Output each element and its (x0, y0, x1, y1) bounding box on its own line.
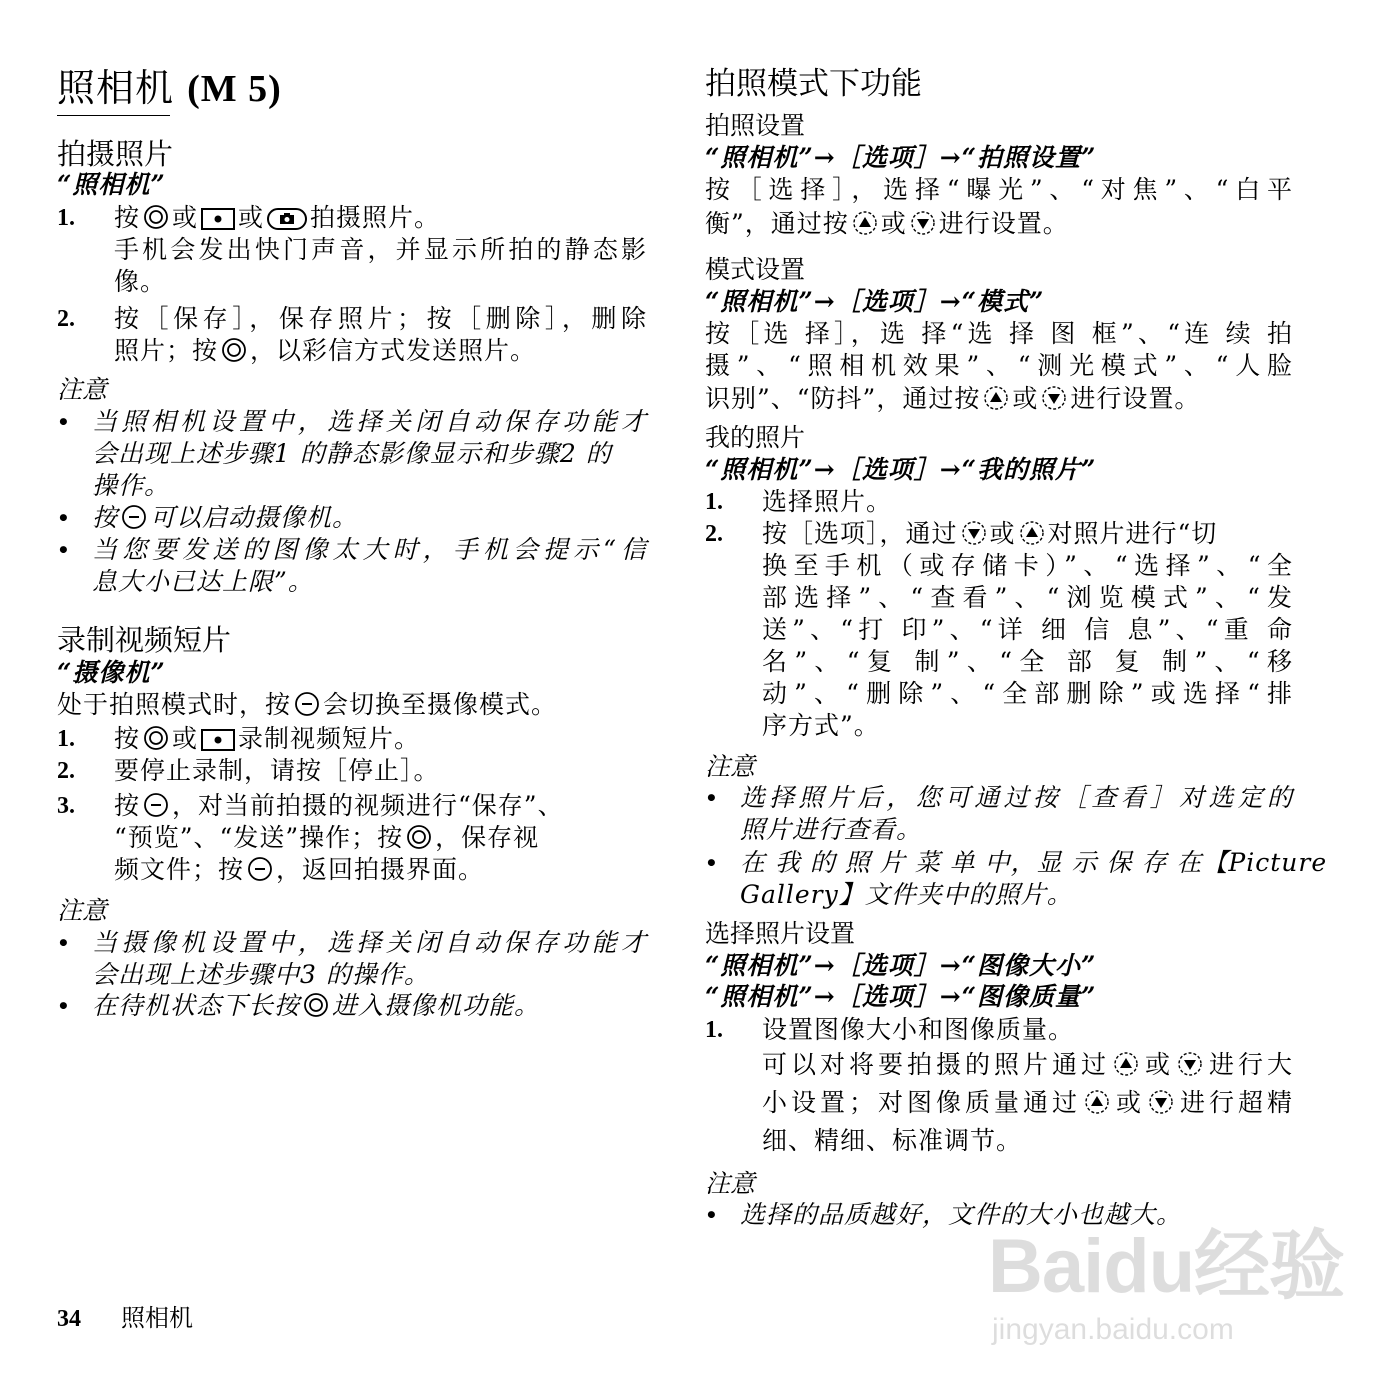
step-1: 1. 选择照片。 (705, 487, 893, 516)
note-label: 注意 (57, 375, 108, 404)
camera-side-key-icon (201, 729, 235, 751)
down-key-icon (910, 210, 936, 236)
subsection-heading: 我的照片 (705, 423, 806, 452)
note-label: 注意 (705, 1169, 756, 1198)
menu-path: “摄像机” (57, 658, 166, 687)
step-2: 2. 按［选项］，通过 或 对照片进行“切 换至手机（或存储卡）”、“选择”、“全 部选择”、“查看”、“浏览模式”、“发 送”、“打 印”、“详 细 信 息”、“重 命 名”、“复 制”、“全 部 复 制”、“移 动”、“删除”、“全部删除”或选择“排 序方式”。 (705, 519, 1293, 740)
step-3: 3. 按 ，对当前拍摄的视频进行“保存”、 “预览”、“发送”操作；按 ，保存视 频文件；按 ，返回拍摄界面。 (57, 791, 564, 884)
center-key-icon (221, 337, 247, 363)
down-key-icon (961, 520, 987, 546)
up-key-icon (852, 210, 878, 236)
menu-path: “照相机”→［选项］→“图像大小” (705, 951, 1097, 980)
note-item: • 在待机状态下长按 进入摄像机功能。 (57, 991, 541, 1020)
footer-chapter-title: 照相机 (121, 1304, 193, 1332)
down-key-icon (1041, 385, 1067, 411)
menu-path: “照相机”→［选项］→“我的照片” (705, 455, 1097, 484)
paragraph: 按［选 择］，选 择“选 择 图 框”、“连 续 拍 摄”、“照相机效果”、“测光模式”、“人脸 识别”、“防抖”，通过按 或 进行设置。 (705, 319, 1293, 413)
section-intro: 处于拍照模式时，按 会切换至摄像模式。 (57, 690, 558, 719)
down-key-icon (1148, 1089, 1174, 1115)
up-key-icon (1084, 1089, 1110, 1115)
step-1: 1. 设置图像大小和图像质量。 可以对将要拍摄的照片通过 或 进行大 小设置；对图像质量通过 或 进行超精 细、精细、标准调节。 (705, 1015, 1293, 1155)
note-item: • 当照相机设置中，选择关闭自动保存功能才 会出现上述步骤1 的静态影像显示和步骤2 的 操作。 (57, 407, 647, 500)
up-key-icon (1113, 1051, 1139, 1077)
note-item: • 选择的品质越好，文件的大小也越大。 (705, 1200, 1183, 1229)
note-item: • 按 可以启动摄像机。 (57, 503, 359, 532)
note-label: 注意 (57, 896, 108, 925)
photo-key-icon (267, 208, 307, 230)
baidu-jingyan-watermark (988, 1222, 1345, 1352)
section-heading-take-photo: 拍摄照片 (57, 137, 174, 171)
center-key-icon (143, 204, 169, 230)
menu-path: “照相机”→［选项］→“拍照设置” (705, 143, 1097, 172)
menu-path: “照相机”→［选项］→“模式” (705, 287, 1045, 316)
subsection-heading: 选择照片设置 (705, 919, 856, 948)
page-footer (57, 1302, 193, 1335)
step-1: 1. 按 或 或 拍摄照片。 手机会发出快门声音，并显示所拍的静态影 像。 (57, 203, 647, 296)
menu-path: “照相机” (57, 170, 166, 199)
subsection-heading: 模式设置 (705, 255, 806, 284)
title-underline (57, 115, 170, 116)
paragraph: 按［选择］，选择“曝光”、“对焦”、“白平 衡”，通过按 或 进行设置。 (705, 175, 1293, 238)
up-key-icon (1019, 520, 1045, 546)
step-text: 按 或 或 拍摄照片。 (114, 203, 441, 232)
menu-path: “照相机”→［选项］→“图像质量” (705, 982, 1097, 1011)
page-title: 照相机 (M 5) (57, 66, 282, 110)
page-number: 34 (57, 1306, 81, 1332)
center-key-icon (406, 824, 432, 850)
camera-side-key-icon (201, 208, 235, 230)
center-key-icon (303, 992, 329, 1018)
up-key-icon (983, 385, 1009, 411)
step-2: 2. 按［保存］，保存照片；按［删除］，删除 照片；按 ，以彩信方式发送照片。 (57, 304, 647, 365)
note-item: • 当摄像机设置中，选择关闭自动保存功能才 会出现上述步骤中3 的操作。 (57, 928, 647, 989)
down-key-icon (1177, 1051, 1203, 1077)
step-2: 2. 要停止录制，请按［停止］。 (57, 756, 440, 785)
note-item: • 在 我 的 照 片 菜 单 中，显 示 保 存 在【Picture Gallery】文件夹中的照片。 (705, 848, 1328, 909)
soft-key-icon (294, 691, 320, 717)
note-label: 注意 (705, 752, 756, 781)
soft-key-icon (247, 856, 273, 882)
soft-key-icon (121, 504, 147, 530)
subsection-heading: 拍照设置 (705, 111, 806, 140)
watermark-logo: Baidu经验 (988, 1224, 1345, 1309)
watermark-url: jingyan.baidu.com (992, 1313, 1234, 1346)
note-item: • 选择照片后，您可通过按［查看］对选定的 照片进行查看。 (705, 783, 1293, 844)
section-heading-photo-mode: 拍照模式下功能 (705, 66, 922, 102)
soft-key-icon (143, 792, 169, 818)
step-1: 1. 按 或 录制视频短片。 (57, 724, 421, 753)
center-key-icon (143, 725, 169, 751)
note-item: • 当您要发送的图像太大时，手机会提示“信 息大小已达上限”。 (57, 535, 647, 596)
section-heading-record-video: 录制视频短片 (57, 623, 232, 657)
